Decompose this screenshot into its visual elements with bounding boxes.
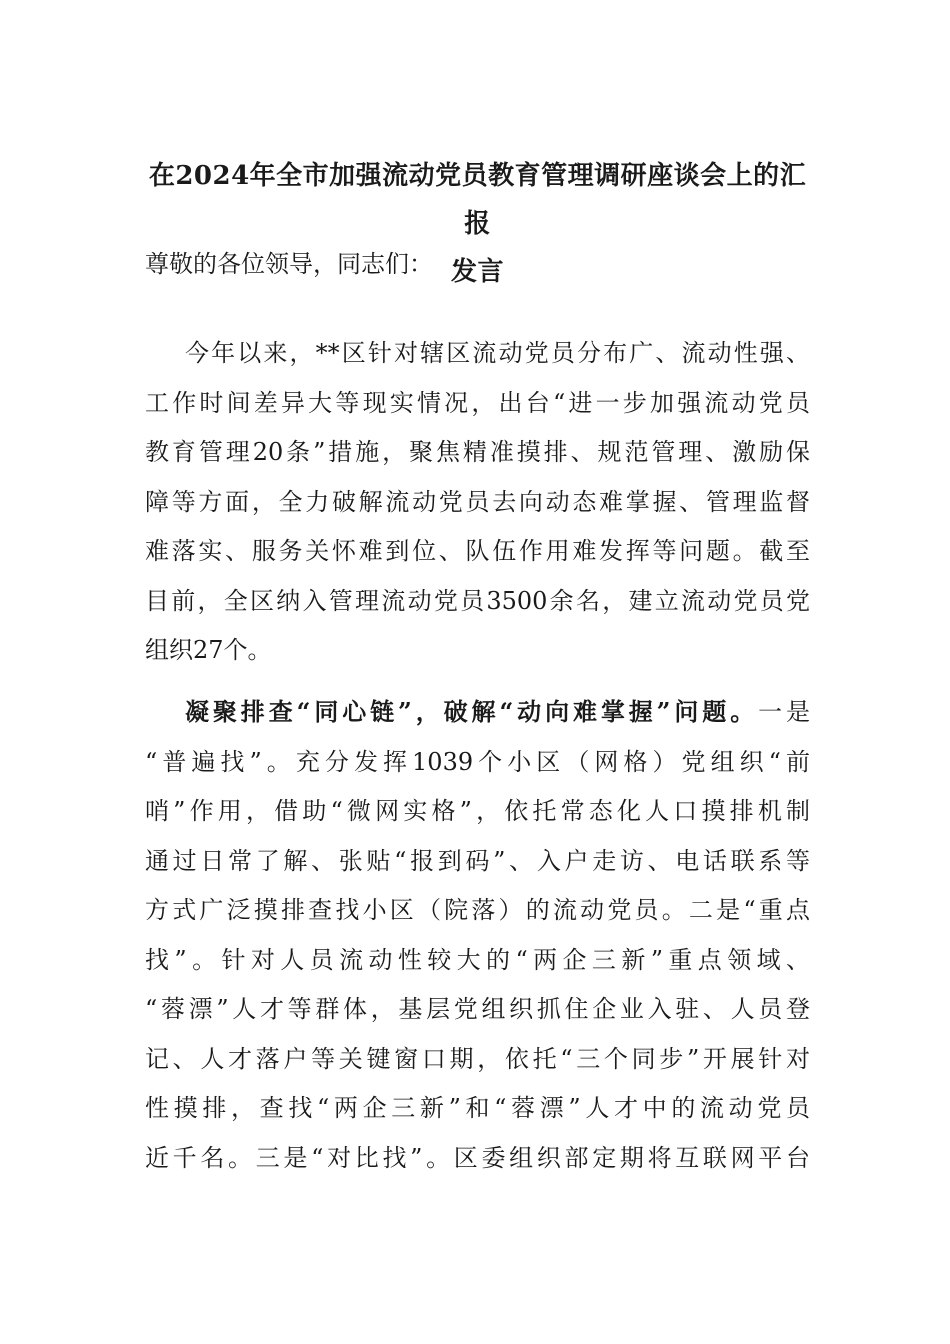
- salutation: 尊敬的各位领导，同志们：: [145, 250, 433, 278]
- paragraph-2-line: “蓉漂”人才等群体，基层党组织抓住企业入驻、人员登: [145, 995, 810, 1023]
- paragraph-2-line: “普遍找”。充分发挥1039个小区（网格）党组织“前: [145, 747, 810, 776]
- paragraph-2-line: 性摸排，查找“两企三新”和“蓉漂”人才中的流动党员: [145, 1094, 810, 1122]
- paragraph-1-line: 目前，全区纳入管理流动党员3500余名，建立流动党员党: [145, 586, 810, 615]
- paragraph-2-first-line-rest: 一是: [758, 698, 811, 726]
- paragraph-2-line: 通过日常了解、张贴“报到码”、入户走访、电话联系等: [145, 846, 810, 875]
- paragraph-1-line: 难落实、服务关怀难到位、队伍作用难发挥等问题。截至: [145, 537, 810, 565]
- title-line-1: 在2024年全市加强流动党员教育管理调研座谈会上的汇报: [148, 161, 807, 239]
- paragraph-1-line: 工作时间差异大等现实情况，出台“进一步加强流动党员: [145, 388, 810, 417]
- paragraph-2-line: 近千名。三是“对比找”。区委组织部定期将互联网平台: [145, 1143, 810, 1172]
- paragraph-2: [145, 688, 810, 1183]
- title-line-2: 发言: [450, 257, 504, 287]
- paragraph-2-line: 方式广泛摸排查找小区（院落）的流动党员。二是“重点: [145, 896, 810, 924]
- paragraph-2-line: 找”。针对人员流动性较大的“两企三新”重点领域、: [145, 945, 810, 974]
- paragraph-1-line: 障等方面，全力破解流动党员去向动态难掌握、管理监督: [145, 487, 810, 516]
- paragraph-1-line: 教育管理20条”措施，聚焦精准摸排、规范管理、激励保: [145, 438, 810, 466]
- paragraph-2-line: 记、人才落户等关键窗口期，依托“三个同步”开展针对: [145, 1044, 810, 1073]
- paragraph-1-line: 今年以来，**区针对辖区流动党员分布广、流动性强、: [185, 339, 810, 367]
- paragraph-1: [145, 329, 810, 676]
- paragraph-1-line: 组织27个。: [145, 636, 272, 664]
- paragraph-2-heading: 凝聚排查“同心链”，破解“动向难掌握”问题。: [185, 697, 759, 726]
- paragraph-2-line: 哨”作用，借助“微网实格”，依托常态化人口摸排机制: [145, 797, 810, 825]
- paragraph-2-first-line: [145, 688, 810, 738]
